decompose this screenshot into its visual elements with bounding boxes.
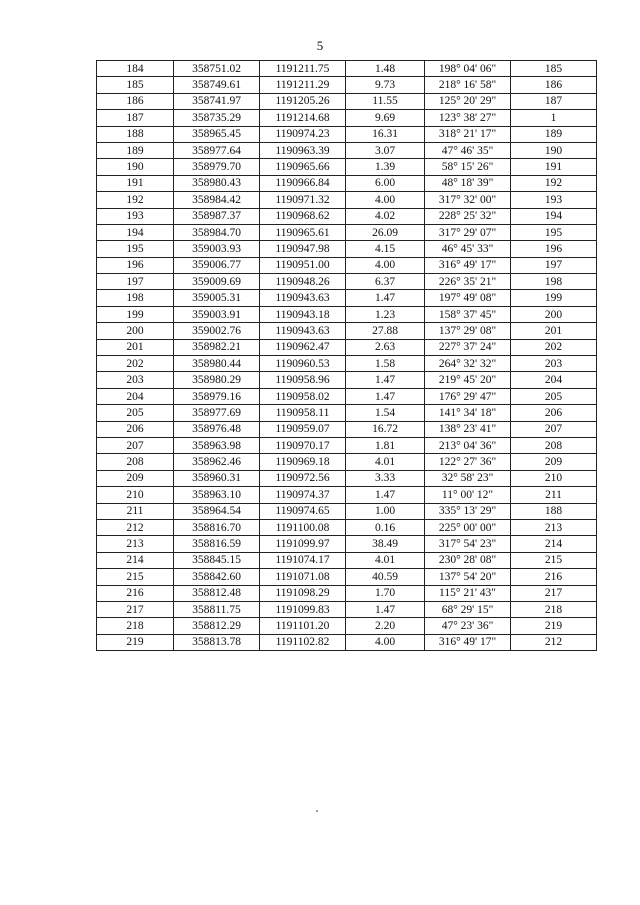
x-coordinate-cell: 359002.76 <box>174 323 260 339</box>
x-coordinate-cell: 358749.61 <box>174 77 260 93</box>
next-point-cell: 209 <box>511 454 597 470</box>
point-number-cell: 204 <box>97 388 174 404</box>
bearing-cell: 335° 13' 29" <box>425 503 511 519</box>
distance-cell: 4.01 <box>346 552 425 568</box>
distance-cell: 1.58 <box>346 356 425 372</box>
point-number-cell: 200 <box>97 323 174 339</box>
y-coordinate-cell: 1191074.17 <box>260 552 346 568</box>
x-coordinate-cell: 358811.75 <box>174 601 260 617</box>
table-row <box>97 569 597 585</box>
x-coordinate-cell: 358965.45 <box>174 126 260 142</box>
table-row <box>97 339 597 355</box>
point-number-cell: 210 <box>97 487 174 503</box>
next-point-cell: 219 <box>511 618 597 634</box>
bearing-cell: 318° 21' 17" <box>425 126 511 142</box>
next-point-cell: 190 <box>511 142 597 158</box>
bearing-cell: 32° 58' 23" <box>425 470 511 486</box>
next-point-cell: 216 <box>511 569 597 585</box>
y-coordinate-cell: 1190943.63 <box>260 323 346 339</box>
x-coordinate-cell: 358984.42 <box>174 192 260 208</box>
point-number-cell: 206 <box>97 421 174 437</box>
point-number-cell: 219 <box>97 634 174 650</box>
x-coordinate-cell: 358963.10 <box>174 487 260 503</box>
bearing-cell: 48° 18' 39" <box>425 175 511 191</box>
x-coordinate-cell: 359009.69 <box>174 274 260 290</box>
x-coordinate-cell: 358751.02 <box>174 61 260 77</box>
x-coordinate-cell: 358977.64 <box>174 142 260 158</box>
footer-dot-mark <box>316 810 318 812</box>
x-coordinate-cell: 358741.97 <box>174 93 260 109</box>
distance-cell: 1.23 <box>346 306 425 322</box>
distance-cell: 6.37 <box>346 274 425 290</box>
bearing-cell: 11° 00' 12" <box>425 487 511 503</box>
bearing-cell: 213° 04' 36" <box>425 437 511 453</box>
x-coordinate-cell: 358982.21 <box>174 339 260 355</box>
bearing-cell: 176° 29' 47" <box>425 388 511 404</box>
bearing-cell: 115° 21' 43" <box>425 585 511 601</box>
y-coordinate-cell: 1190962.47 <box>260 339 346 355</box>
bearing-cell: 47° 23' 36" <box>425 618 511 634</box>
point-number-cell: 198 <box>97 290 174 306</box>
y-coordinate-cell: 1191102.82 <box>260 634 346 650</box>
point-number-cell: 211 <box>97 503 174 519</box>
table-row <box>97 142 597 158</box>
x-coordinate-cell: 358964.54 <box>174 503 260 519</box>
y-coordinate-cell: 1191211.75 <box>260 61 346 77</box>
table-row <box>97 224 597 240</box>
x-coordinate-cell: 358845.15 <box>174 552 260 568</box>
x-coordinate-cell: 359005.31 <box>174 290 260 306</box>
distance-cell: 4.00 <box>346 634 425 650</box>
point-number-cell: 215 <box>97 569 174 585</box>
table-row <box>97 257 597 273</box>
bearing-cell: 158° 37' 45" <box>425 306 511 322</box>
x-coordinate-cell: 358984.70 <box>174 224 260 240</box>
point-number-cell: 218 <box>97 618 174 634</box>
y-coordinate-cell: 1190958.02 <box>260 388 346 404</box>
coordinates-table-body <box>97 61 597 651</box>
y-coordinate-cell: 1190966.84 <box>260 175 346 191</box>
point-number-cell: 214 <box>97 552 174 568</box>
next-point-cell: 187 <box>511 93 597 109</box>
bearing-cell: 230° 28' 08" <box>425 552 511 568</box>
bearing-cell: 317° 54' 23" <box>425 536 511 552</box>
next-point-cell: 207 <box>511 421 597 437</box>
next-point-cell: 193 <box>511 192 597 208</box>
bearing-cell: 138° 23' 41" <box>425 421 511 437</box>
distance-cell: 40.59 <box>346 569 425 585</box>
y-coordinate-cell: 1191100.08 <box>260 519 346 535</box>
next-point-cell: 201 <box>511 323 597 339</box>
y-coordinate-cell: 1190958.11 <box>260 405 346 421</box>
distance-cell: 1.47 <box>346 290 425 306</box>
x-coordinate-cell: 358813.78 <box>174 634 260 650</box>
distance-cell: 4.01 <box>346 454 425 470</box>
y-coordinate-cell: 1190968.62 <box>260 208 346 224</box>
x-coordinate-cell: 358812.48 <box>174 585 260 601</box>
bearing-cell: 317° 32' 00" <box>425 192 511 208</box>
table-row <box>97 323 597 339</box>
table-row <box>97 93 597 109</box>
y-coordinate-cell: 1190974.37 <box>260 487 346 503</box>
table-row <box>97 618 597 634</box>
point-number-cell: 202 <box>97 356 174 372</box>
point-number-cell: 199 <box>97 306 174 322</box>
bearing-cell: 316° 49' 17" <box>425 634 511 650</box>
distance-cell: 1.48 <box>346 61 425 77</box>
next-point-cell: 205 <box>511 388 597 404</box>
x-coordinate-cell: 359003.91 <box>174 306 260 322</box>
x-coordinate-cell: 358960.31 <box>174 470 260 486</box>
table-row <box>97 110 597 126</box>
point-number-cell: 190 <box>97 159 174 175</box>
distance-cell: 1.47 <box>346 601 425 617</box>
distance-cell: 1.47 <box>346 372 425 388</box>
bearing-cell: 122° 27' 36" <box>425 454 511 470</box>
point-number-cell: 195 <box>97 241 174 257</box>
bearing-cell: 316° 49' 17" <box>425 257 511 273</box>
x-coordinate-cell: 358816.59 <box>174 536 260 552</box>
next-point-cell: 218 <box>511 601 597 617</box>
bearing-cell: 197° 49' 08" <box>425 290 511 306</box>
x-coordinate-cell: 358976.48 <box>174 421 260 437</box>
bearing-cell: 226° 35' 21" <box>425 274 511 290</box>
y-coordinate-cell: 1190958.96 <box>260 372 346 388</box>
next-point-cell: 199 <box>511 290 597 306</box>
point-number-cell: 212 <box>97 519 174 535</box>
next-point-cell: 189 <box>511 126 597 142</box>
table-row <box>97 601 597 617</box>
table-row <box>97 405 597 421</box>
distance-cell: 6.00 <box>346 175 425 191</box>
bearing-cell: 218° 16' 58" <box>425 77 511 93</box>
next-point-cell: 204 <box>511 372 597 388</box>
bearing-cell: 137° 54' 20" <box>425 569 511 585</box>
distance-cell: 38.49 <box>346 536 425 552</box>
table-row <box>97 437 597 453</box>
bearing-cell: 68° 29' 15" <box>425 601 511 617</box>
y-coordinate-cell: 1190972.56 <box>260 470 346 486</box>
bearing-cell: 137° 29' 08" <box>425 323 511 339</box>
y-coordinate-cell: 1190960.53 <box>260 356 346 372</box>
y-coordinate-cell: 1190943.18 <box>260 306 346 322</box>
x-coordinate-cell: 358812.29 <box>174 618 260 634</box>
distance-cell: 1.81 <box>346 437 425 453</box>
y-coordinate-cell: 1190951.00 <box>260 257 346 273</box>
x-coordinate-cell: 358962.46 <box>174 454 260 470</box>
y-coordinate-cell: 1191214.68 <box>260 110 346 126</box>
y-coordinate-cell: 1191098.29 <box>260 585 346 601</box>
y-coordinate-cell: 1190943.63 <box>260 290 346 306</box>
next-point-cell: 213 <box>511 519 597 535</box>
page-number: 5 <box>316 38 324 53</box>
point-number-cell: 184 <box>97 61 174 77</box>
distance-cell: 4.02 <box>346 208 425 224</box>
point-number-cell: 185 <box>97 77 174 93</box>
next-point-cell: 208 <box>511 437 597 453</box>
bearing-cell: 141° 34' 18" <box>425 405 511 421</box>
point-number-cell: 216 <box>97 585 174 601</box>
x-coordinate-cell: 358979.16 <box>174 388 260 404</box>
next-point-cell: 200 <box>511 306 597 322</box>
point-number-cell: 187 <box>97 110 174 126</box>
point-number-cell: 197 <box>97 274 174 290</box>
x-coordinate-cell: 358987.37 <box>174 208 260 224</box>
point-number-cell: 217 <box>97 601 174 617</box>
next-point-cell: 215 <box>511 552 597 568</box>
next-point-cell: 198 <box>511 274 597 290</box>
distance-cell: 9.73 <box>346 77 425 93</box>
next-point-cell: 210 <box>511 470 597 486</box>
table-row <box>97 77 597 93</box>
table-row <box>97 421 597 437</box>
table-row <box>97 454 597 470</box>
next-point-cell: 188 <box>511 503 597 519</box>
point-number-cell: 191 <box>97 175 174 191</box>
distance-cell: 1.70 <box>346 585 425 601</box>
next-point-cell: 212 <box>511 634 597 650</box>
y-coordinate-cell: 1190959.07 <box>260 421 346 437</box>
point-number-cell: 213 <box>97 536 174 552</box>
distance-cell: 11.55 <box>346 93 425 109</box>
next-point-cell: 195 <box>511 224 597 240</box>
distance-cell: 27.88 <box>346 323 425 339</box>
y-coordinate-cell: 1191099.97 <box>260 536 346 552</box>
distance-cell: 1.00 <box>346 503 425 519</box>
point-number-cell: 209 <box>97 470 174 486</box>
x-coordinate-cell: 358980.44 <box>174 356 260 372</box>
point-number-cell: 186 <box>97 93 174 109</box>
bearing-cell: 228° 25' 32" <box>425 208 511 224</box>
next-point-cell: 214 <box>511 536 597 552</box>
table-row <box>97 503 597 519</box>
table-row <box>97 372 597 388</box>
next-point-cell: 202 <box>511 339 597 355</box>
y-coordinate-cell: 1190947.98 <box>260 241 346 257</box>
bearing-cell: 47° 46' 35" <box>425 142 511 158</box>
table-row <box>97 470 597 486</box>
y-coordinate-cell: 1190971.32 <box>260 192 346 208</box>
distance-cell: 0.16 <box>346 519 425 535</box>
next-point-cell: 185 <box>511 61 597 77</box>
bearing-cell: 264° 32' 32" <box>425 356 511 372</box>
bearing-cell: 317° 29' 07" <box>425 224 511 240</box>
table-row <box>97 126 597 142</box>
bearing-cell: 219° 45' 20" <box>425 372 511 388</box>
y-coordinate-cell: 1191071.08 <box>260 569 346 585</box>
distance-cell: 1.39 <box>346 159 425 175</box>
table-row <box>97 175 597 191</box>
coordinates-table <box>96 60 597 651</box>
distance-cell: 3.33 <box>346 470 425 486</box>
point-number-cell: 192 <box>97 192 174 208</box>
table-row <box>97 585 597 601</box>
y-coordinate-cell: 1190963.39 <box>260 142 346 158</box>
x-coordinate-cell: 358977.69 <box>174 405 260 421</box>
x-coordinate-cell: 359003.93 <box>174 241 260 257</box>
y-coordinate-cell: 1190948.26 <box>260 274 346 290</box>
x-coordinate-cell: 358816.70 <box>174 519 260 535</box>
y-coordinate-cell: 1190965.66 <box>260 159 346 175</box>
table-row <box>97 634 597 650</box>
table-row <box>97 536 597 552</box>
table-row <box>97 306 597 322</box>
table-row <box>97 159 597 175</box>
bearing-cell: 58° 15' 26" <box>425 159 511 175</box>
y-coordinate-cell: 1190965.61 <box>260 224 346 240</box>
bearing-cell: 46° 45' 33" <box>425 241 511 257</box>
distance-cell: 16.31 <box>346 126 425 142</box>
distance-cell: 1.54 <box>346 405 425 421</box>
y-coordinate-cell: 1190974.65 <box>260 503 346 519</box>
point-number-cell: 193 <box>97 208 174 224</box>
x-coordinate-cell: 358963.98 <box>174 437 260 453</box>
distance-cell: 1.47 <box>346 388 425 404</box>
point-number-cell: 203 <box>97 372 174 388</box>
y-coordinate-cell: 1191205.26 <box>260 93 346 109</box>
distance-cell: 4.15 <box>346 241 425 257</box>
next-point-cell: 196 <box>511 241 597 257</box>
table-row <box>97 552 597 568</box>
next-point-cell: 194 <box>511 208 597 224</box>
distance-cell: 3.07 <box>346 142 425 158</box>
point-number-cell: 208 <box>97 454 174 470</box>
y-coordinate-cell: 1191101.20 <box>260 618 346 634</box>
point-number-cell: 194 <box>97 224 174 240</box>
table-row <box>97 290 597 306</box>
next-point-cell: 217 <box>511 585 597 601</box>
x-coordinate-cell: 358980.43 <box>174 175 260 191</box>
point-number-cell: 196 <box>97 257 174 273</box>
distance-cell: 4.00 <box>346 192 425 208</box>
distance-cell: 2.20 <box>346 618 425 634</box>
table-row <box>97 487 597 503</box>
next-point-cell: 203 <box>511 356 597 372</box>
bearing-cell: 225° 00' 00" <box>425 519 511 535</box>
distance-cell: 26.09 <box>346 224 425 240</box>
y-coordinate-cell: 1190974.23 <box>260 126 346 142</box>
next-point-cell: 206 <box>511 405 597 421</box>
point-number-cell: 189 <box>97 142 174 158</box>
next-point-cell: 197 <box>511 257 597 273</box>
table-row <box>97 274 597 290</box>
distance-cell: 4.00 <box>346 257 425 273</box>
table-row <box>97 388 597 404</box>
bearing-cell: 125° 20' 29" <box>425 93 511 109</box>
table-row <box>97 241 597 257</box>
x-coordinate-cell: 358980.29 <box>174 372 260 388</box>
bearing-cell: 123° 38' 27" <box>425 110 511 126</box>
distance-cell: 16.72 <box>346 421 425 437</box>
distance-cell: 1.47 <box>346 487 425 503</box>
next-point-cell: 211 <box>511 487 597 503</box>
bearing-cell: 227° 37' 24" <box>425 339 511 355</box>
x-coordinate-cell: 359006.77 <box>174 257 260 273</box>
next-point-cell: 192 <box>511 175 597 191</box>
point-number-cell: 205 <box>97 405 174 421</box>
bearing-cell: 198° 04' 06" <box>425 61 511 77</box>
y-coordinate-cell: 1191211.29 <box>260 77 346 93</box>
next-point-cell: 1 <box>511 110 597 126</box>
table-row <box>97 519 597 535</box>
y-coordinate-cell: 1190970.17 <box>260 437 346 453</box>
distance-cell: 2.63 <box>346 339 425 355</box>
next-point-cell: 186 <box>511 77 597 93</box>
y-coordinate-cell: 1190969.18 <box>260 454 346 470</box>
point-number-cell: 201 <box>97 339 174 355</box>
point-number-cell: 207 <box>97 437 174 453</box>
next-point-cell: 191 <box>511 159 597 175</box>
y-coordinate-cell: 1191099.83 <box>260 601 346 617</box>
table-row <box>97 208 597 224</box>
table-row <box>97 192 597 208</box>
point-number-cell: 188 <box>97 126 174 142</box>
table-row <box>97 61 597 77</box>
x-coordinate-cell: 358842.60 <box>174 569 260 585</box>
table-row <box>97 356 597 372</box>
x-coordinate-cell: 358979.70 <box>174 159 260 175</box>
x-coordinate-cell: 358735.29 <box>174 110 260 126</box>
distance-cell: 9.69 <box>346 110 425 126</box>
